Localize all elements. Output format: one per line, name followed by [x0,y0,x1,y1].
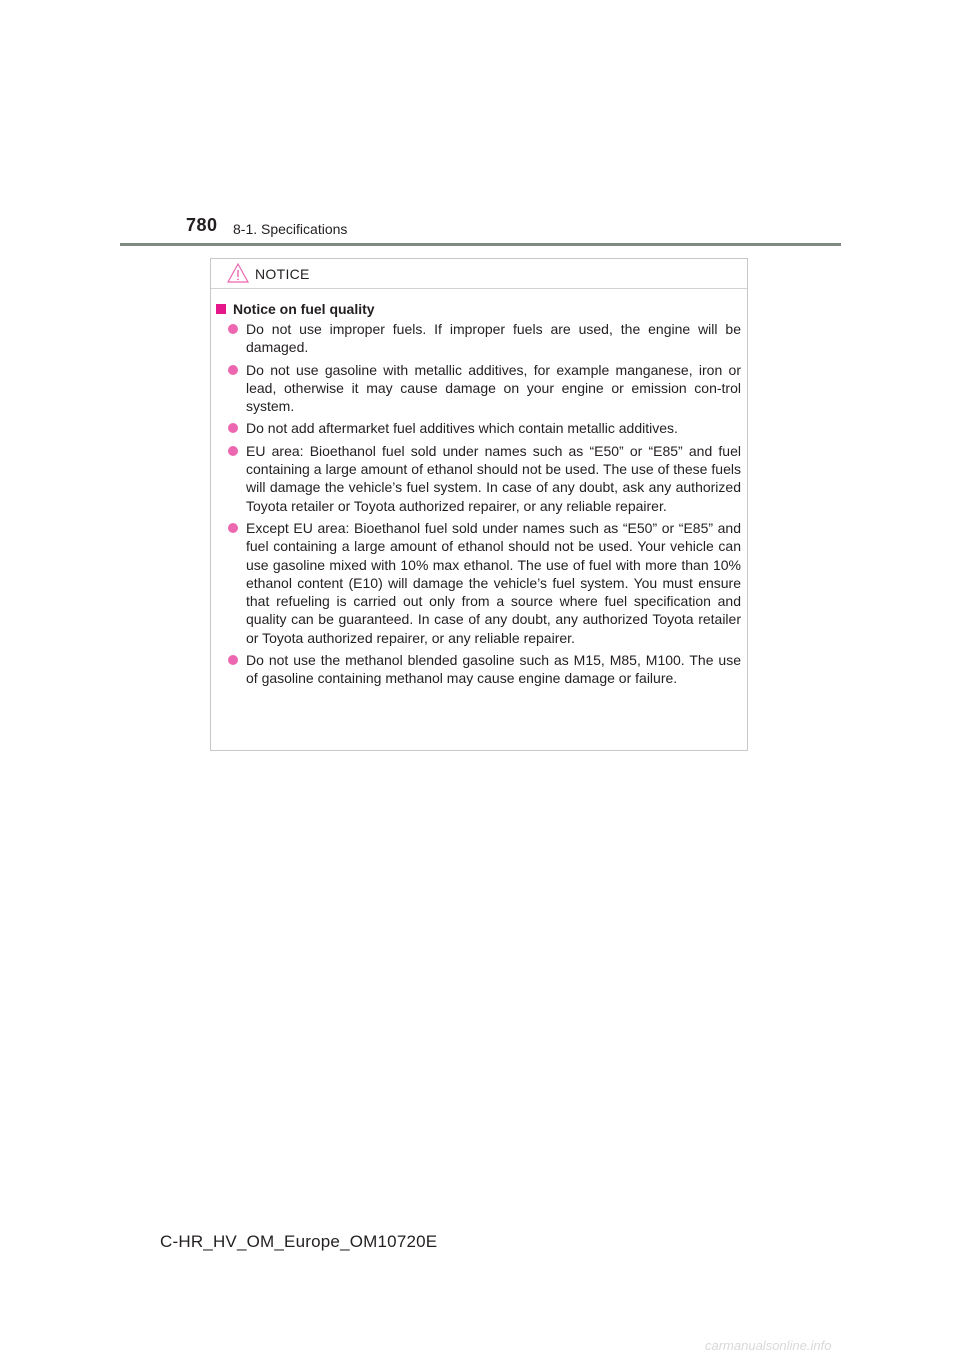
circle-bullet-icon [228,324,238,334]
list-item [228,442,741,515]
circle-bullet-icon [228,423,238,433]
list-item-text: EU area: Bioethanol fuel sold under names such as “E50” or “E85” and fuel containing a large amount of ethanol should not be used. The use of these fuels will damage the vehicle’s fuel system. In case of any doubt, ask any authorized Toyota retailer or Toyota authorized repairer, or any reliable repairer. [246,442,741,514]
subheading-text: Notice on fuel quality [233,301,375,317]
warning-triangle-icon [227,263,249,283]
header-divider [120,243,841,246]
subheading [215,300,741,318]
watermark: carmanualsonline.info [705,1338,832,1353]
circle-bullet-icon [228,655,238,665]
list-item-text: Do not use improper fuels. If improper fuels are used, the engine will be damaged. [246,321,741,356]
circle-bullet-icon [228,523,238,533]
circle-bullet-icon [228,365,238,375]
page-number: 780 [186,215,218,235]
list-item-text: Do not use the methanol blended gasoline such as M15, M85, M100. The use of gasoline containing methanol may cause engine damage or failure. [246,652,741,687]
notice-body [211,289,747,688]
document-code: C-HR_HV_OM_Europe_OM10720E [160,1232,438,1251]
list-item [228,419,741,437]
notice-box [210,258,748,751]
list-item [228,519,741,647]
notice-header [211,259,747,289]
square-bullet-icon [216,304,226,314]
list-item-text: Except EU area: Bioethanol fuel sold under names such as “E50” or “E85” and fuel containing a large amount of ethanol should not be used. Your vehicle can use gasoline mixed with 10% max ethanol. The use of fuel with more than 10% ethanol content (E10) will damage the vehicle’s fuel system. You must ensure that refueling is carried out only from a source where fuel specification and quality can be guaranteed. In case of any doubt, any authorized Toyota retailer or Toyota authorized repairer, or any reliable repairer. [246,519,741,646]
notice-label: NOTICE [255,266,310,282]
section-title: 8-1. Specifications [233,221,348,237]
list-item-text: Do not add aftermarket fuel additives which contain metallic additives. [246,420,678,437]
list-item-text: Do not use gasoline with metallic additives, for example manganese, iron or lead, otherwise it may cause damage on your engine or emission con-trol system. [246,361,741,415]
list-item [228,361,741,416]
list-item [228,320,741,357]
circle-bullet-icon [228,446,238,456]
list-item [228,651,741,688]
